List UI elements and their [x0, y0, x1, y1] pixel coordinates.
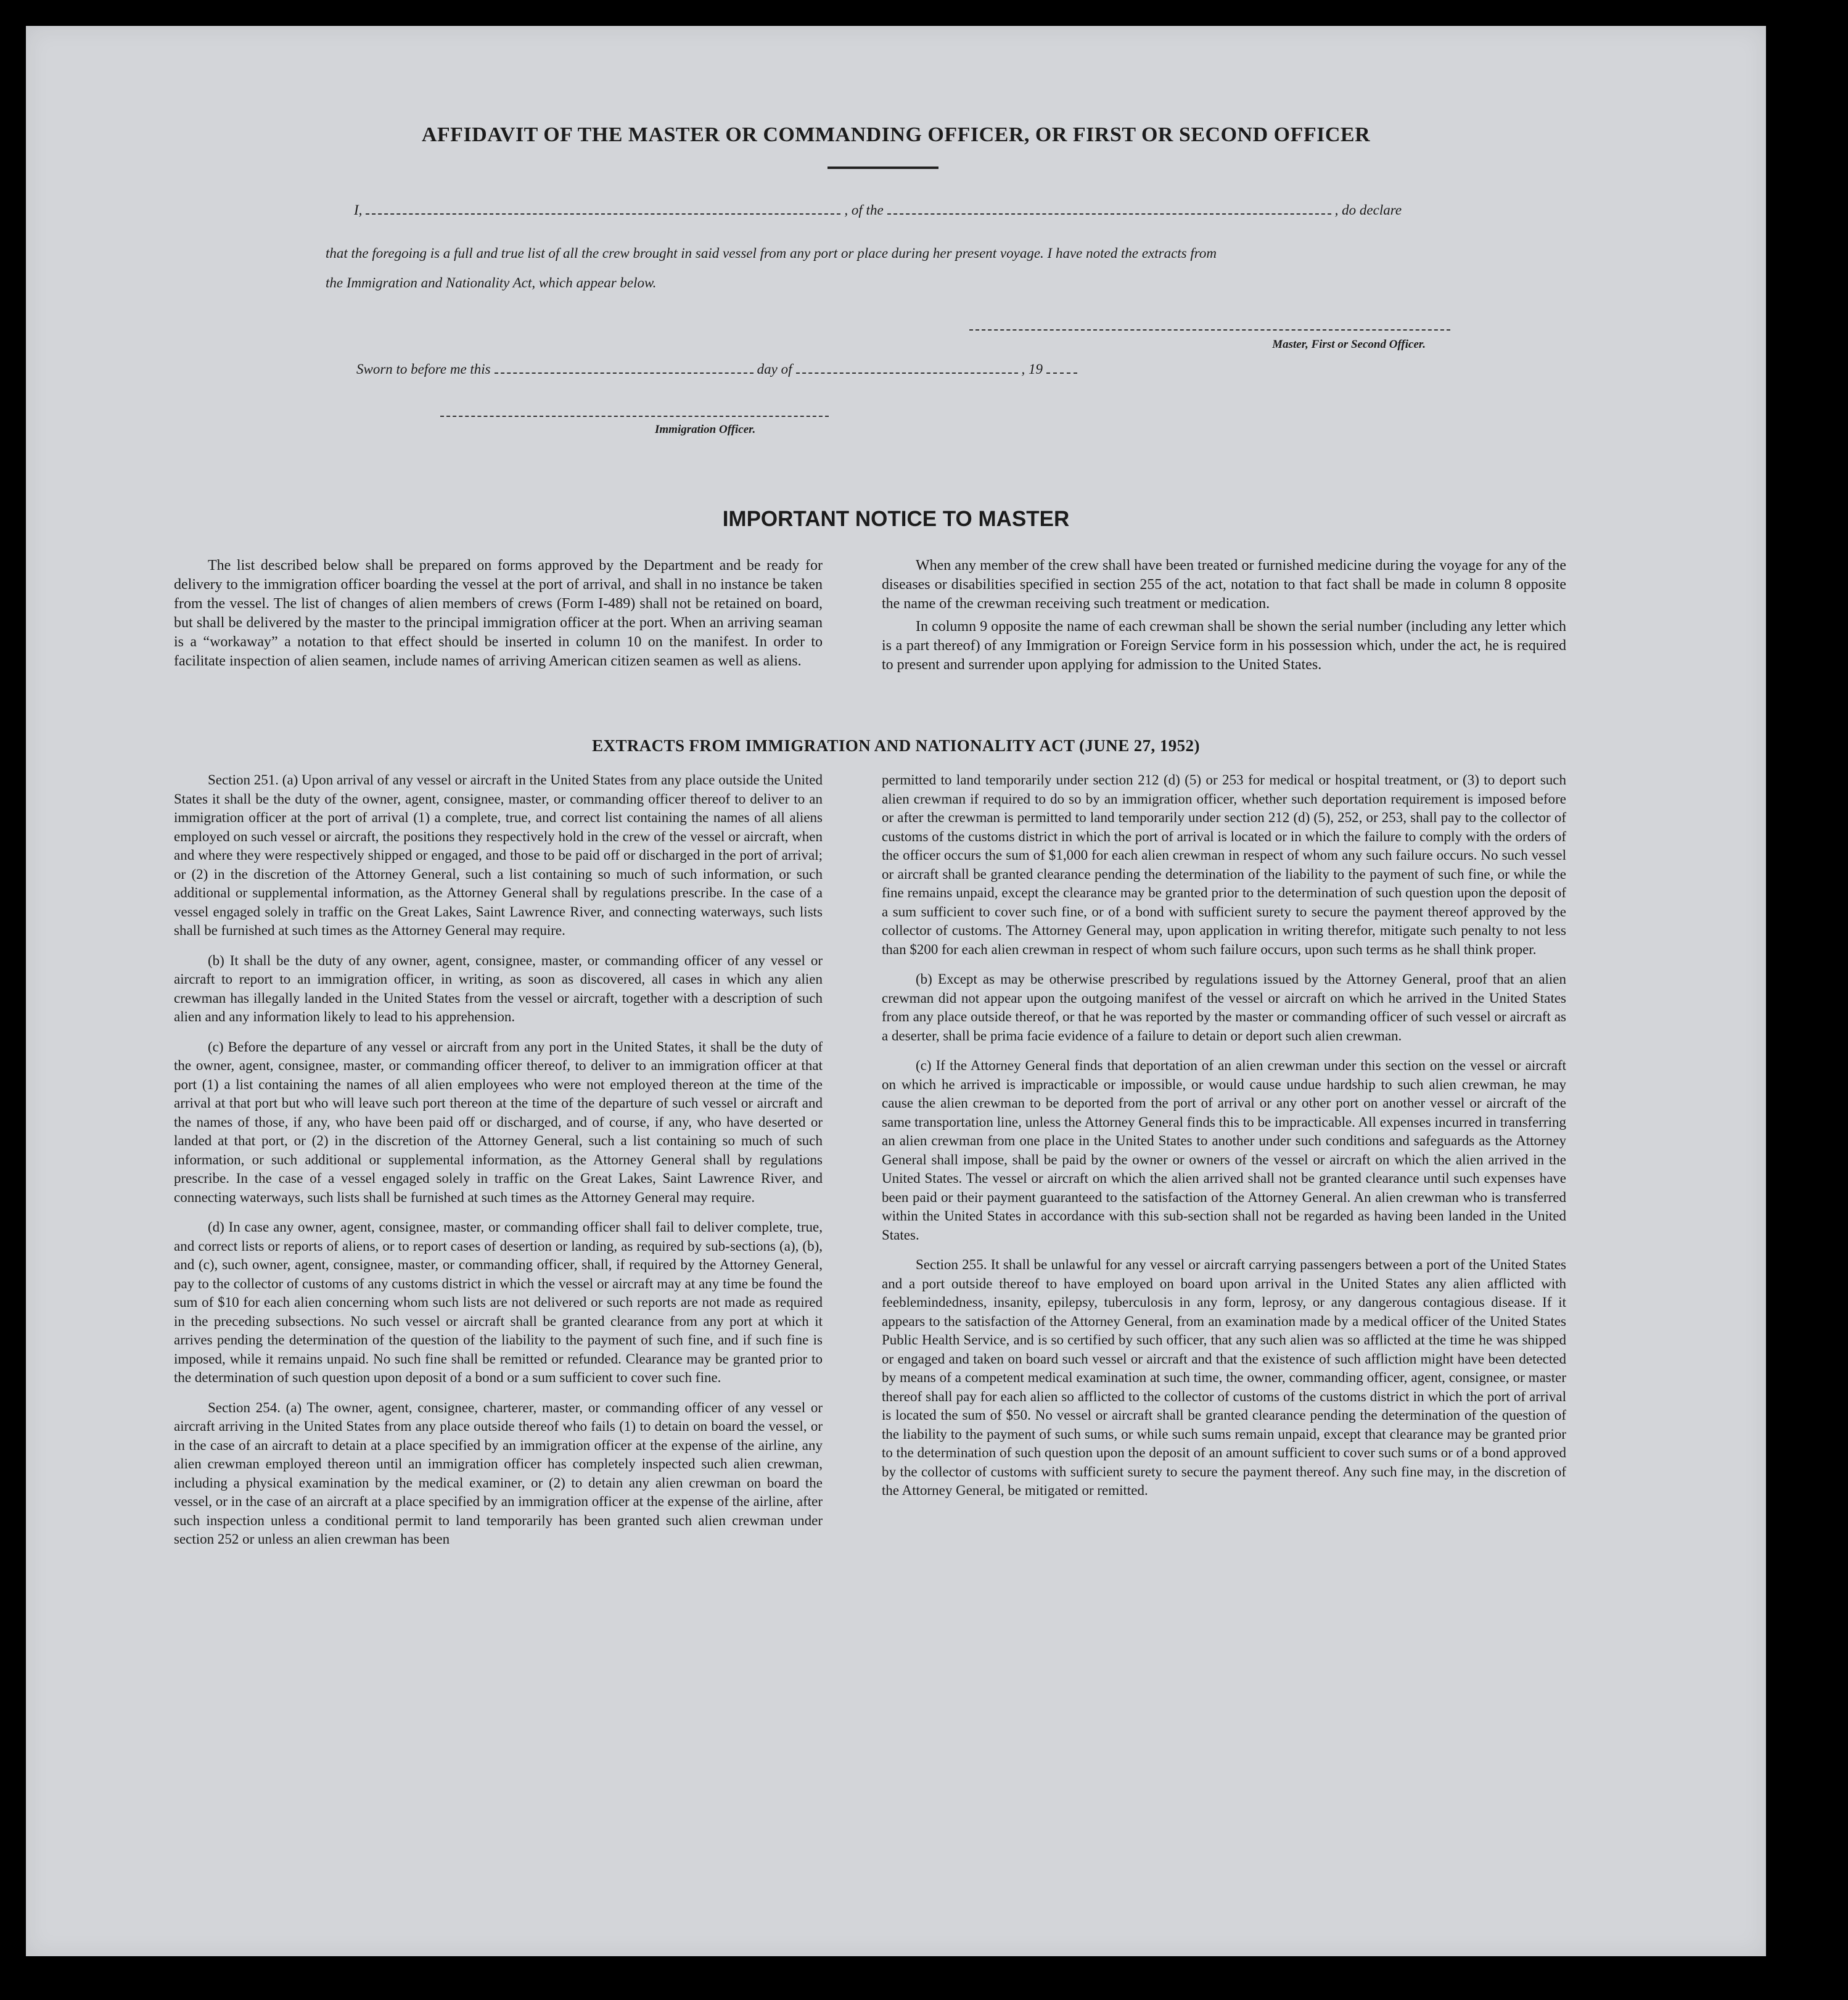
section-254-a: Section 254. (a) The owner, agent, consignee, charterer, master, or commanding officer of any vessel or aircraft arriving in the United States from any place outside thereof who fails (1) to detain on board the vessel, or in the case of an aircraft to detain at a place specified by an immigration officer at the expense of the airline, any alien crewman employed thereon until an immigration officer has completely inspected such alien crewman, including a physical examination by the medical examiner, or (2) to detain any alien crewman on board the vessel, or in the case of an aircraft at a place specified by an immigration officer at the expense of the airline, after such inspection unless a conditional permit to land temporarily has been granted such alien crewman under section 252 or unless an alien crewman has been: [174, 1399, 823, 1547]
notice-title: IMPORTANT NOTICE TO MASTER: [722, 507, 1070, 531]
signature-label: Master, First or Second Officer.: [1272, 338, 1426, 351]
declaration-line: [354, 202, 1476, 218]
declaration-text: that the foregoing is a full and true list of all the crew brought in said vessel from any port or place during her present voyage. I have noted the extracts from: [326, 245, 1217, 261]
notice-left-column: [174, 556, 823, 683]
sworn-line: [356, 361, 1158, 377]
declarant-prefix: I,: [354, 202, 363, 218]
name-blank[interactable]: [366, 202, 840, 215]
title-rule: [827, 167, 938, 169]
section-251-d: (d) In case any owner, agent, consignee, master, or commanding officer shall fail to deliver complete, true, and correct lists or reports of aliens, or to report cases of desertion or landing, as required by sub-sections (a), (b), and (c), such owner, agent, consignee, master, or commanding officer, shall, if required by the Attorney General, pay to the collector of customs of any customs district in which the vessel or aircraft may at any time be found the sum of $10 for each alien concerning whom such lists are not delivered or such reports are not made as required in the preceding subsections. No such vessel or aircraft shall be granted clearance from any port at which it arrives pending the determination of the question of the liability to the payment of such fine, and if such fine is imposed, while it remains unpaid. No such fine shall be remitted or refunded. Clearance may be granted prior to the determination of such question upon deposit of a bond or a sum sufficient to cover such fine.: [174, 1219, 823, 1385]
extracts-right-column: [882, 771, 1566, 1512]
extracts-title: EXTRACTS FROM IMMIGRATION AND NATIONALITY ACT (JUNE 27, 1952): [592, 736, 1200, 755]
declaration-text-cont: the Immigration and Nationality Act, which appear below.: [326, 275, 657, 290]
sworn-month-blank[interactable]: [796, 361, 1018, 374]
section-255: Section 255. It shall be unlawful for any vessel or aircraft carrying passengers between a port of the United States and a port outside thereof to have employed on board upon arrival in the United States any alien afflicted with feeblemindedness, insanity, epilepsy, tuberculosis in any form, leprosy, or any dangerous contagious disease. If it appears to the satisfaction of the Attorney General, from an examination made by a medical officer of the United States Public Health Service, and is so certified by such officer, that any such alien was so afflicted at the time he was shipped or engaged and taken on board such vessel or aircraft and that the existence of such affliction might have been detected by means of a competent medical examination at such time, the owner, commanding officer, agent, consignee, or master thereof shall pay for each alien so afflicted to the collector of customs of the customs district in which the port of arrival is located the sum of $50. No vessel or aircraft shall be granted clearance pending the determination of the question of the liability to the payment of such sums, or while such sums remain unpaid, except that clearance may be granted prior to the determination of such question upon the deposit of an amount sufficient to cover such sums or of a bond approved by the collector of customs with sufficient surety to secure the payment thereof. Any such fine may, in the discretion of the Attorney General, be mitigated or remitted.: [882, 1257, 1566, 1498]
notice-paragraph: The list described below shall be prepared on forms approved by the Department and be ready for delivery to the immigration officer boarding the vessel at the port of arrival, and shall in no instance be taken from the vessel. The list of changes of alien members of crews (Form I-489) shall not be retained on board, but shall be delivered by the master to the principal immigration officer at the port. When an arriving seaman is a “workaway” a notation to that effect should be inserted in column 10 on the manifest. In order to facilitate inspection of alien seamen, include names of arriving American citizen seamen as well as aliens.: [174, 558, 823, 669]
section-254-c: (c) If the Attorney General finds that deportation of an alien crewman under this section on the vessel or aircraft on which he arrived is impracticable or impossible, or would cause undue hardship to such alien crewman, he may cause the alien crewman to be deported from the port of arrival or any other port on another vessel or aircraft of the same transportation line, unless the Attorney General finds this to be impracticable. All expenses incurred in transferring an alien crewman from one place in the United States to another under such conditions and safeguards as the Attorney General shall impose, shall be paid by the owner or owners of the vessel or aircraft on which the alien arrived in the United States. The vessel or aircraft on which the alien arrived shall not be granted clearance until such expenses have been paid or their payment guaranteed to the satisfaction of the Attorney General. An alien crewman who is transferred within the United States in accordance with this sub-section shall not be regarded as having been landed in the United States.: [882, 1058, 1566, 1243]
affidavit-title: AFFIDAVIT OF THE MASTER OR COMMANDING OFFICER, OR FIRST OR SECOND OFFICER: [421, 123, 1371, 146]
vessel-blank[interactable]: [887, 202, 1331, 215]
section-251-a: Section 251. (a) Upon arrival of any vessel or aircraft in the United States from any place outside the United States it shall be the duty of the owner, agent, consignee, master, or commanding officer thereof to deliver to an immigration officer at the port of arrival (1) a complete, true, and correct list containing the names of all aliens employed on such vessel or aircraft, the positions they respectively hold in the crew of the vessel or aircraft, when and where they were respectively shipped or engaged, and those to be paid off or discharged in the port of arrival; or (2) in the discretion of the Attorney General, such a list containing so much of such information, or such additional or supplemental information, as the Attorney General shall by regulations prescribe. In the case of a vessel engaged solely in traffic on the Great Lakes, Saint Lawrence River, and connecting waterways, such lists shall be furnished at such times as the Attorney General may require.: [174, 772, 823, 938]
notice-paragraph: When any member of the crew shall have been treated or furnished medicine during the voyage for any of the diseases or disabilities specified in section 255 of the act, notation to that fact shall be made in column 8 opposite the name of the crewman receiving such treatment or medication.: [882, 558, 1566, 612]
officer-label: Immigration Officer.: [655, 423, 756, 436]
section-251-b: (b) It shall be the duty of any owner, agent, consignee, master, or commanding officer of any vessel or aircraft to report to an immigration officer, in writing, as soon as discovered, all cases in which any alien crewman has illegally landed in the United States from the vessel or aircraft, together with a description of such alien and any information likely to lead to his apprehension.: [174, 952, 823, 1024]
year-label: , 19: [1021, 361, 1043, 377]
officer-signature-line[interactable]: [440, 416, 829, 417]
section-251-c: (c) Before the departure of any vessel or aircraft from any port in the United States, it shall be the duty of the owner, agent, consignee, master, or commanding officer thereof, to deliver to an immigration officer at that port (1) a list containing the names of all alien employees who were not employed thereon at the time of the arrival at that port but who will leave such port thereon at the time of the departure of such vessel or aircraft and the names of those, if any, who have been paid off or discharged, and of course, if any, who have deserted or landed at that port, or (2) in the discretion of the Attorney General, such a list containing so much of such information, or such additional or supplemental information, as the Attorney General shall by regulations prescribe. In the case of a vessel engaged solely in traffic on the Great Lakes, Saint Lawrence River, and connecting waterways, such lists shall be furnished at such times as the Attorney General may require.: [174, 1039, 823, 1205]
section-254-b: (b) Except as may be otherwise prescribed by regulations issued by the Attorney General, proof that an alien crewman did not appear upon the outgoing manifest of the vessel or aircraft on which he arrived in the United States from any place outside thereof, or that he was reported by the master or commanding officer of such vessel or aircraft as a deserter, shall be prima facie evidence of a failure to detain or deport such alien crewman.: [882, 971, 1566, 1043]
signature-line[interactable]: [969, 329, 1450, 331]
day-of-label: day of: [757, 361, 792, 377]
notice-right-column: [882, 556, 1566, 678]
notice-paragraph: In column 9 opposite the name of each crewman shall be shown the serial number (including any letter which is a part thereof) of any Immigration or Foreign Service form in his possession which, under the act, he is required to present and surrender upon applying for admission to the United States.: [882, 619, 1566, 673]
do-declare-label: , do declare: [1334, 202, 1402, 218]
section-254-a-cont: permitted to land temporarily under section 212 (d) (5) or 253 for medical or hospital treatment, or (3) to deport such alien crewman if required to do so by an immigration officer, whether such deportation requirement is imposed before or after the crewman is permitted to land temporarily under section 212 (d) (5), 252, or 253, shall pay to the collector of customs of the customs district in which the port of arrival is located or in which the failure to comply with the orders of the officer occurs the sum of $1,000 for each alien crewman in respect of whom any such failure occurs. No such vessel or aircraft shall be granted clearance pending the determination of the liability to the payment of such fine, or while the fine remains unpaid, except the clearance may be granted prior to the determination of such question upon the deposit of a sum sufficient to cover such fine, or of a bond with sufficient surety to secure the payment thereof approved by the collector of customs. The Attorney General may, upon application in writing therefor, mitigate such penalty to not less than $200 for each alien crewman in respect of whom such failure occurs, upon such terms as he shall think proper.: [882, 772, 1566, 957]
sworn-day-blank[interactable]: [495, 361, 754, 374]
extracts-left-column: [174, 771, 823, 1560]
document-page: [26, 26, 1766, 1956]
of-the-label: , of the: [844, 202, 884, 218]
sworn-year-blank[interactable]: [1046, 361, 1077, 374]
sworn-label: Sworn to before me this: [356, 361, 491, 377]
